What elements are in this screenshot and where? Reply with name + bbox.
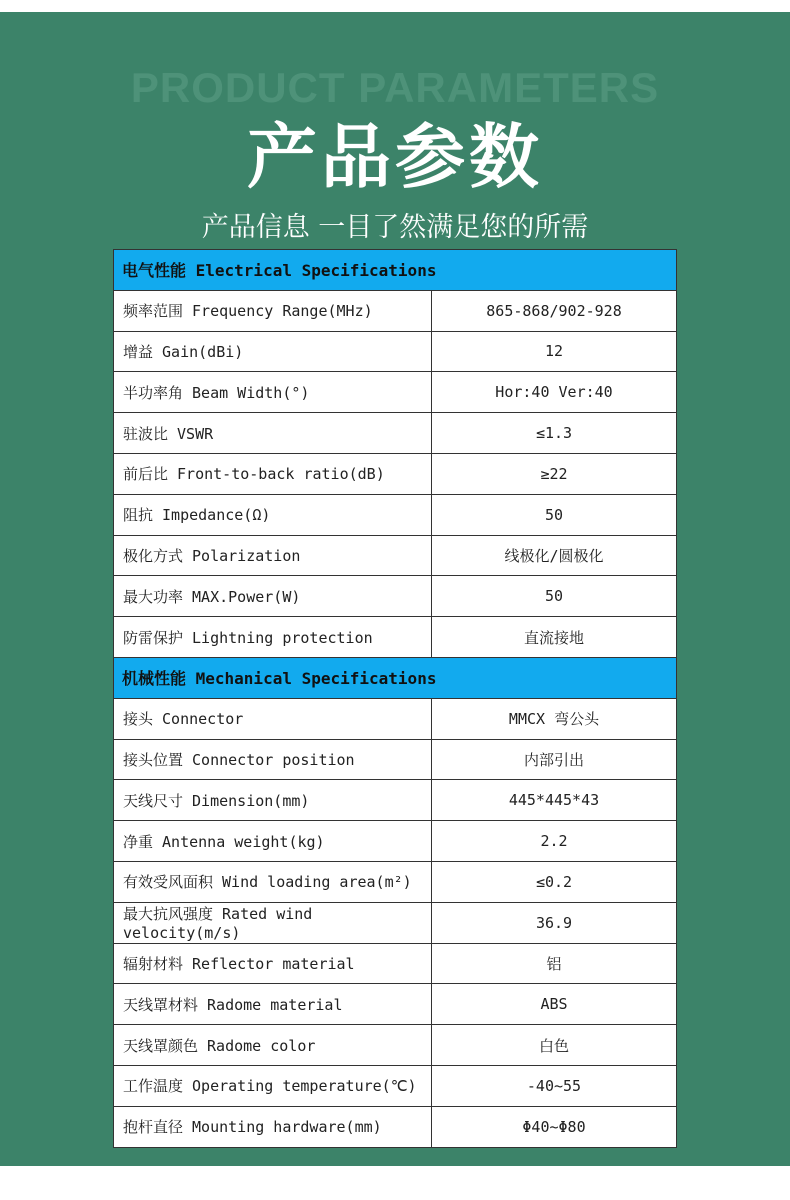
row-label: 接头 Connector [114,698,432,739]
row-label: 驻波比 VSWR [114,413,432,454]
table-row [114,331,677,372]
row-value: 铝 [432,943,677,984]
table-row [114,861,677,902]
row-label: 辐射材料 Reflector material [114,943,432,984]
row-value: Hor:40 Ver:40 [432,372,677,413]
row-value: 内部引出 [432,739,677,780]
row-label: 阻抗 Impedance(Ω) [114,494,432,535]
table-row [114,739,677,780]
table-row [114,617,677,658]
row-value: 50 [432,494,677,535]
row-label: 半功率角 Beam Width(°) [114,372,432,413]
table-row [114,943,677,984]
row-label: 防雷保护 Lightning protection [114,617,432,658]
row-value: -40~55 [432,1065,677,1106]
table-row [114,698,677,739]
table-row [114,372,677,413]
row-value: 直流接地 [432,617,677,658]
section-heading: 机械性能 Mechanical Specifications [114,657,677,698]
row-label: 极化方式 Polarization [114,535,432,576]
row-value: 白色 [432,1025,677,1066]
spec-table [113,249,677,1148]
section-header-mechanical [114,657,677,698]
page-subtitle: 产品信息 一目了然满足您的所需 [201,212,589,243]
row-label: 前后比 Front-to-back ratio(dB) [114,453,432,494]
table-row [114,1025,677,1066]
section-header-electrical [114,250,677,291]
row-value: 50 [432,576,677,617]
background-title: PRODUCT PARAMETERS [130,64,660,111]
table-row [114,576,677,617]
row-label: 抱杆直径 Mounting hardware(mm) [114,1106,432,1147]
row-label: 净重 Antenna weight(kg) [114,821,432,862]
page-title: 产品参数 [247,116,543,198]
row-value: 线极化/圆极化 [432,535,677,576]
table-row [114,1065,677,1106]
row-label: 工作温度 Operating temperature(℃) [114,1065,432,1106]
row-value: Φ40~Φ80 [432,1106,677,1147]
table-row [114,1106,677,1147]
row-label: 有效受风面积 Wind loading area(m²) [114,861,432,902]
row-label: 最大抗风强度 Rated wind velocity(m/s) [114,902,432,943]
row-value: 12 [432,331,677,372]
table-row [114,902,677,943]
row-value: ≥22 [432,453,677,494]
row-value: 865-868/902-928 [432,290,677,331]
row-value: MMCX 弯公头 [432,698,677,739]
table-row [114,413,677,454]
row-label: 频率范围 Frequency Range(MHz) [114,290,432,331]
table-row [114,453,677,494]
row-value: ABS [432,984,677,1025]
row-value: 445*445*43 [432,780,677,821]
row-label: 天线罩材料 Radome material [114,984,432,1025]
row-value: ≤0.2 [432,861,677,902]
section-heading: 电气性能 Electrical Specifications [114,250,677,291]
row-value: ≤1.3 [432,413,677,454]
table-row [114,494,677,535]
row-value: 2.2 [432,821,677,862]
row-label: 增益 Gain(dBi) [114,331,432,372]
row-label: 接头位置 Connector position [114,739,432,780]
table-row [114,984,677,1025]
row-value: 36.9 [432,902,677,943]
table-row [114,821,677,862]
row-label: 天线尺寸 Dimension(mm) [114,780,432,821]
table-row [114,780,677,821]
row-label: 最大功率 MAX.Power(W) [114,576,432,617]
table-row [114,535,677,576]
table-row [114,290,677,331]
row-label: 天线罩颜色 Radome color [114,1025,432,1066]
